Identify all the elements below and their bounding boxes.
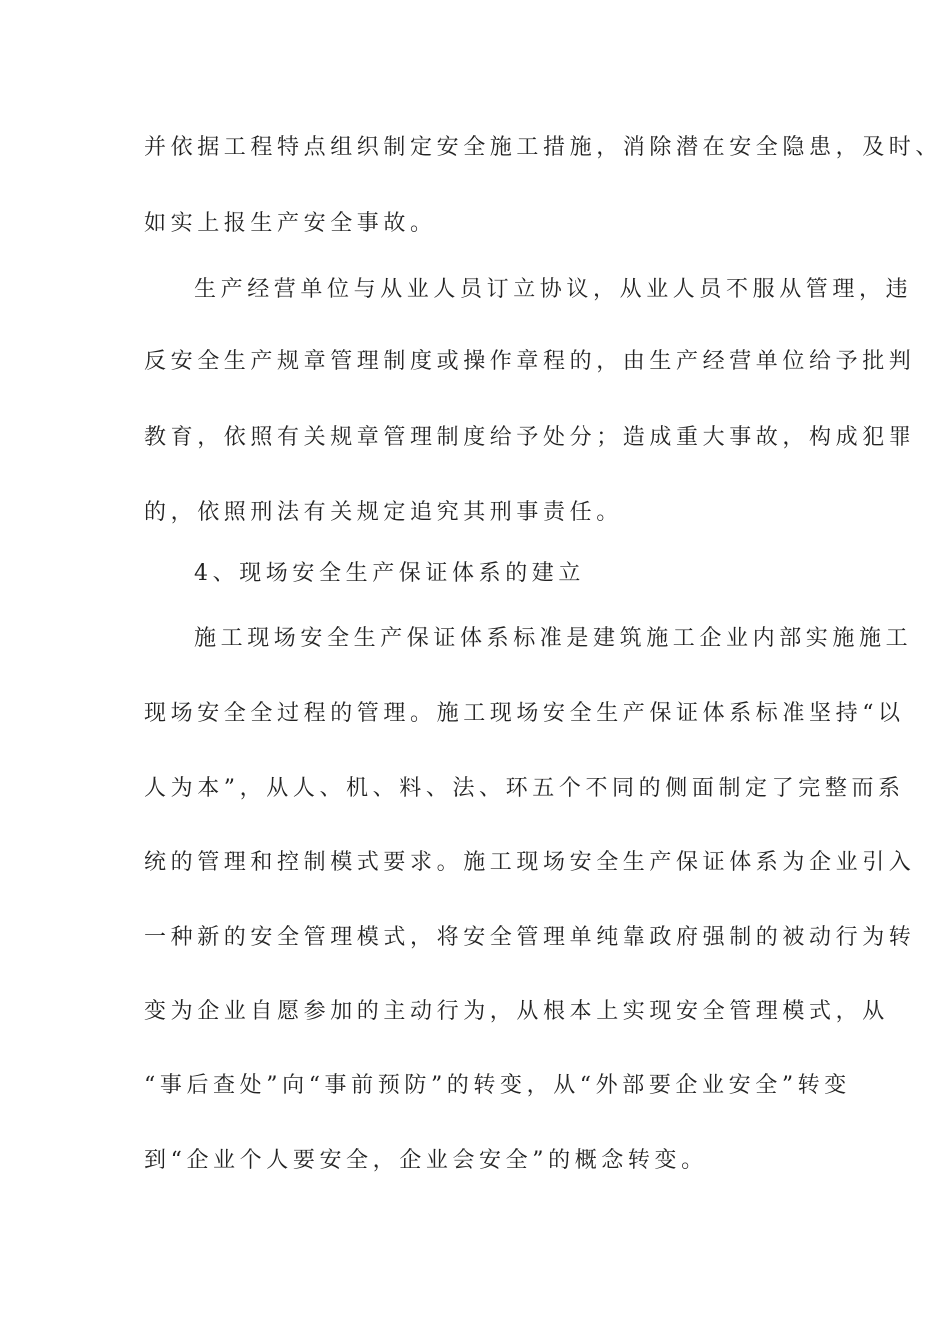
text-line: 统的管理和控制模式要求。施工现场安全生产保证体系为企业引入 <box>144 850 916 875</box>
text-line: 人为本”，从人、机、料、法、环五个不同的侧面制定了完整而系 <box>144 776 905 801</box>
text-line: 的，依照刑法有关规定追究其刑事责任。 <box>144 500 623 525</box>
text-line: 到“企业个人要安全，企业会安全”的概念转变。 <box>144 1148 708 1173</box>
text-line: 反安全生产规章管理制度或操作章程的，由生产经营单位给予批判 <box>144 349 916 374</box>
text-line: 教育，依照有关规章管理制度给予处分；造成重大事故，构成犯罪 <box>144 425 916 450</box>
paragraph-start-line: 施工现场安全生产保证体系标准是建筑施工企业内部实施施工 <box>194 626 913 651</box>
text-line: 并依据工程特点组织制定安全施工措施，消除潜在安全隐患，及时、 <box>144 135 943 160</box>
text-line: 如实上报生产安全事故。 <box>144 211 437 236</box>
text-line: “事后查处”向“事前预防”的转变，从“外部要企业安全”转变 <box>144 1073 851 1098</box>
section-heading: 4、现场安全生产保证体系的建立 <box>194 561 585 586</box>
text-line: 现场安全全过程的管理。施工现场安全生产保证体系标准坚持“以 <box>144 701 905 726</box>
text-line: 一种新的安全管理模式，将安全管理单纯靠政府强制的被动行为转 <box>144 925 916 950</box>
paragraph-start-line: 生产经营单位与从业人员订立协议，从业人员不服从管理，违 <box>194 277 913 302</box>
text-line: 变为企业自愿参加的主动行为，从根本上实现安全管理模式，从 <box>144 999 889 1024</box>
